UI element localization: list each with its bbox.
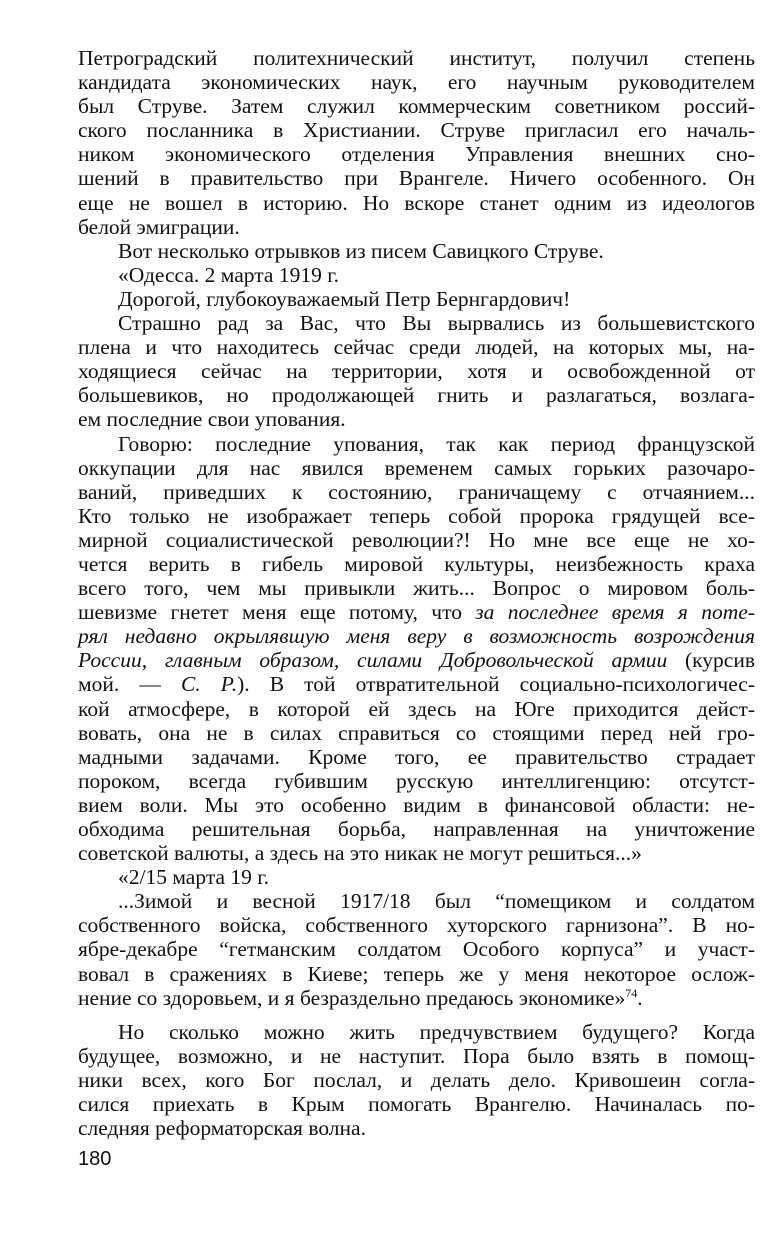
text-segment: кой атмосфере, в которой ей здесь на Юге приходится дейст- (78, 696, 755, 721)
text-line (78, 239, 755, 263)
text-segment: вовать, она не в силах справиться со стоящими перед ней гро- (78, 720, 755, 745)
text-line (78, 215, 755, 239)
text-segment: ). В той отвратительной социально-психологичес- (237, 672, 755, 697)
text-segment: Вот несколько отрывков из писем Савицкого Струве. (118, 238, 604, 263)
text-segment: следняя реформаторская волна. (78, 1116, 366, 1141)
text-segment: ябре-декабре “гетманским солдатом Особого корпуса” и участ- (78, 937, 755, 962)
text-segment: Дорогой, глубокоуважаемый Петр Бернгардович! (118, 286, 571, 311)
text-line (78, 697, 755, 721)
text-line (78, 142, 755, 166)
text-segment: большевиков, но продолжающей гнить и разлагаться, возлага- (78, 383, 755, 408)
text-line (78, 962, 755, 986)
italic-text: за последнее время я поте- (475, 600, 755, 625)
text-line (78, 937, 755, 961)
text-segment: ем последние свои упования. (78, 407, 346, 432)
text-line (78, 552, 755, 576)
italic-text: С. Р. (180, 672, 238, 697)
text-segment: оккупации для нас явился временем самых горьких разочаро- (78, 455, 755, 480)
text-segment: вовал в сражениях в Киеве; теперь же у меня некоторое ослож- (78, 961, 755, 986)
text-segment: нение со здоровьем, и я безраздельно предаюсь экономике» (78, 985, 626, 1010)
text-segment: всего того, чем мы привыкли жить... Вопрос о мировом боль- (78, 576, 755, 601)
text-line (78, 263, 755, 287)
text-segment: чется верить в гибель мировой культуры, неизбежность краха (78, 551, 755, 576)
text-segment: мой. — (78, 672, 181, 697)
text-segment: был Струве. Затем служил коммерческим советником россий- (78, 94, 755, 119)
text-line (78, 793, 755, 817)
text-segment: плена и что находитесь сейчас среди людей, на которых мы, на- (78, 335, 755, 360)
text-line (78, 456, 755, 480)
text-line (78, 841, 755, 865)
page-text (78, 46, 755, 1140)
text-line (78, 889, 755, 913)
text-line (78, 576, 755, 600)
text-line (78, 46, 755, 70)
text-segment: Кто только не изображает теперь собой пророка грядущей все- (78, 503, 755, 528)
text-line (78, 504, 755, 528)
text-line (78, 311, 755, 335)
text-segment: кандидата экономических наук, его научным руководителем (78, 70, 755, 95)
text-segment: ником экономического отделения Управления внешних сно- (78, 142, 755, 167)
text-segment: белой эмиграции. (78, 214, 240, 239)
italic-text: рял недавно окрылявшую меня веру в возможность возрождения (78, 624, 755, 649)
text-segment: ского посланника в Христиании. Струве пригласил его началь- (78, 118, 755, 143)
text-line (78, 624, 755, 648)
text-segment: «2/15 марта 19 г. (118, 865, 270, 890)
text-segment: вием воли. Мы это особенно видим в финансовой области: не- (78, 792, 755, 817)
page-number: 180 (78, 1148, 112, 1170)
text-segment: будущее, возможно, и не наступит. Пора было взять в помощ- (78, 1043, 755, 1068)
text-segment: Петроградский политехнический институт, получил степень (78, 46, 755, 70)
text-line (78, 528, 755, 552)
text-line (78, 359, 755, 383)
text-line (78, 70, 755, 94)
text-segment: шевизме гнетет меня еще потому, что (78, 600, 476, 625)
text-segment: собственного войска, собственного хуторского гарнизона”. В но- (78, 913, 755, 938)
text-line (78, 648, 755, 672)
text-line (78, 769, 755, 793)
text-segment: шений в правительство при Врангеле. Ничего особенного. Он (78, 166, 755, 191)
text-segment: (курсив (667, 648, 755, 673)
text-line (78, 1068, 755, 1092)
text-segment: мирной социалистической революции?! Но мне все еще не хо- (78, 527, 755, 552)
text-segment: еще не вошел в историю. Но вскоре станет одним из идеологов (78, 190, 755, 215)
text-line (78, 383, 755, 407)
text-line (78, 1116, 755, 1140)
text-segment: мадными задачами. Кроме того, ее правительство страдает (78, 744, 755, 769)
text-line (78, 721, 755, 745)
text-segment: советской валюты, а здесь на это никак не могут решиться...» (78, 841, 642, 866)
text-line (78, 986, 755, 1010)
footnote-ref: 74 (625, 985, 638, 1000)
text-segment: ники всех, кого Бог послал, и делать дело. Кривошеин согла- (78, 1067, 755, 1092)
text-segment: Говорю: последние упования, так как период французской (118, 431, 755, 456)
text-segment: Страшно рад за Вас, что Вы вырвались из большевистского (118, 311, 755, 336)
text-line (78, 94, 755, 118)
text-line (78, 913, 755, 937)
text-line (78, 672, 755, 696)
text-segment: ...Зимой и весной 1917/18 был “помещиком и солдатом (118, 889, 755, 914)
text-line (78, 407, 755, 431)
text-line (78, 166, 755, 190)
text-line (78, 432, 755, 456)
text-line (78, 335, 755, 359)
text-line (78, 600, 755, 624)
text-segment: обходима решительная борьба, направленная на уничтожение (78, 817, 755, 841)
text-line (78, 1092, 755, 1116)
text-segment: ходящиеся сейчас на территории, хотя и освобожденной от (78, 359, 755, 384)
text-line (78, 480, 755, 504)
text-segment: . (637, 985, 643, 1010)
text-line (78, 287, 755, 311)
text-segment: «Одесса. 2 марта 1919 г. (118, 262, 339, 287)
italic-text: России, главным образом, силами Добровольческой армии (78, 648, 668, 673)
text-line (78, 191, 755, 215)
text-line (78, 817, 755, 841)
text-line (78, 1020, 755, 1044)
text-segment: Но сколько можно жить предчувствием будущего? Когда (118, 1019, 755, 1044)
text-line (78, 118, 755, 142)
text-line (78, 745, 755, 769)
text-segment: ваний, приведших к состоянию, граничащему с отчаянием... (78, 479, 755, 504)
text-line (78, 1044, 755, 1068)
text-segment: сился приехать в Крым помогать Врангелю. Начиналась по- (78, 1092, 755, 1117)
text-line (78, 865, 755, 889)
text-segment: пороком, всегда губившим русскую интеллигенцию: отсутст- (78, 768, 755, 793)
